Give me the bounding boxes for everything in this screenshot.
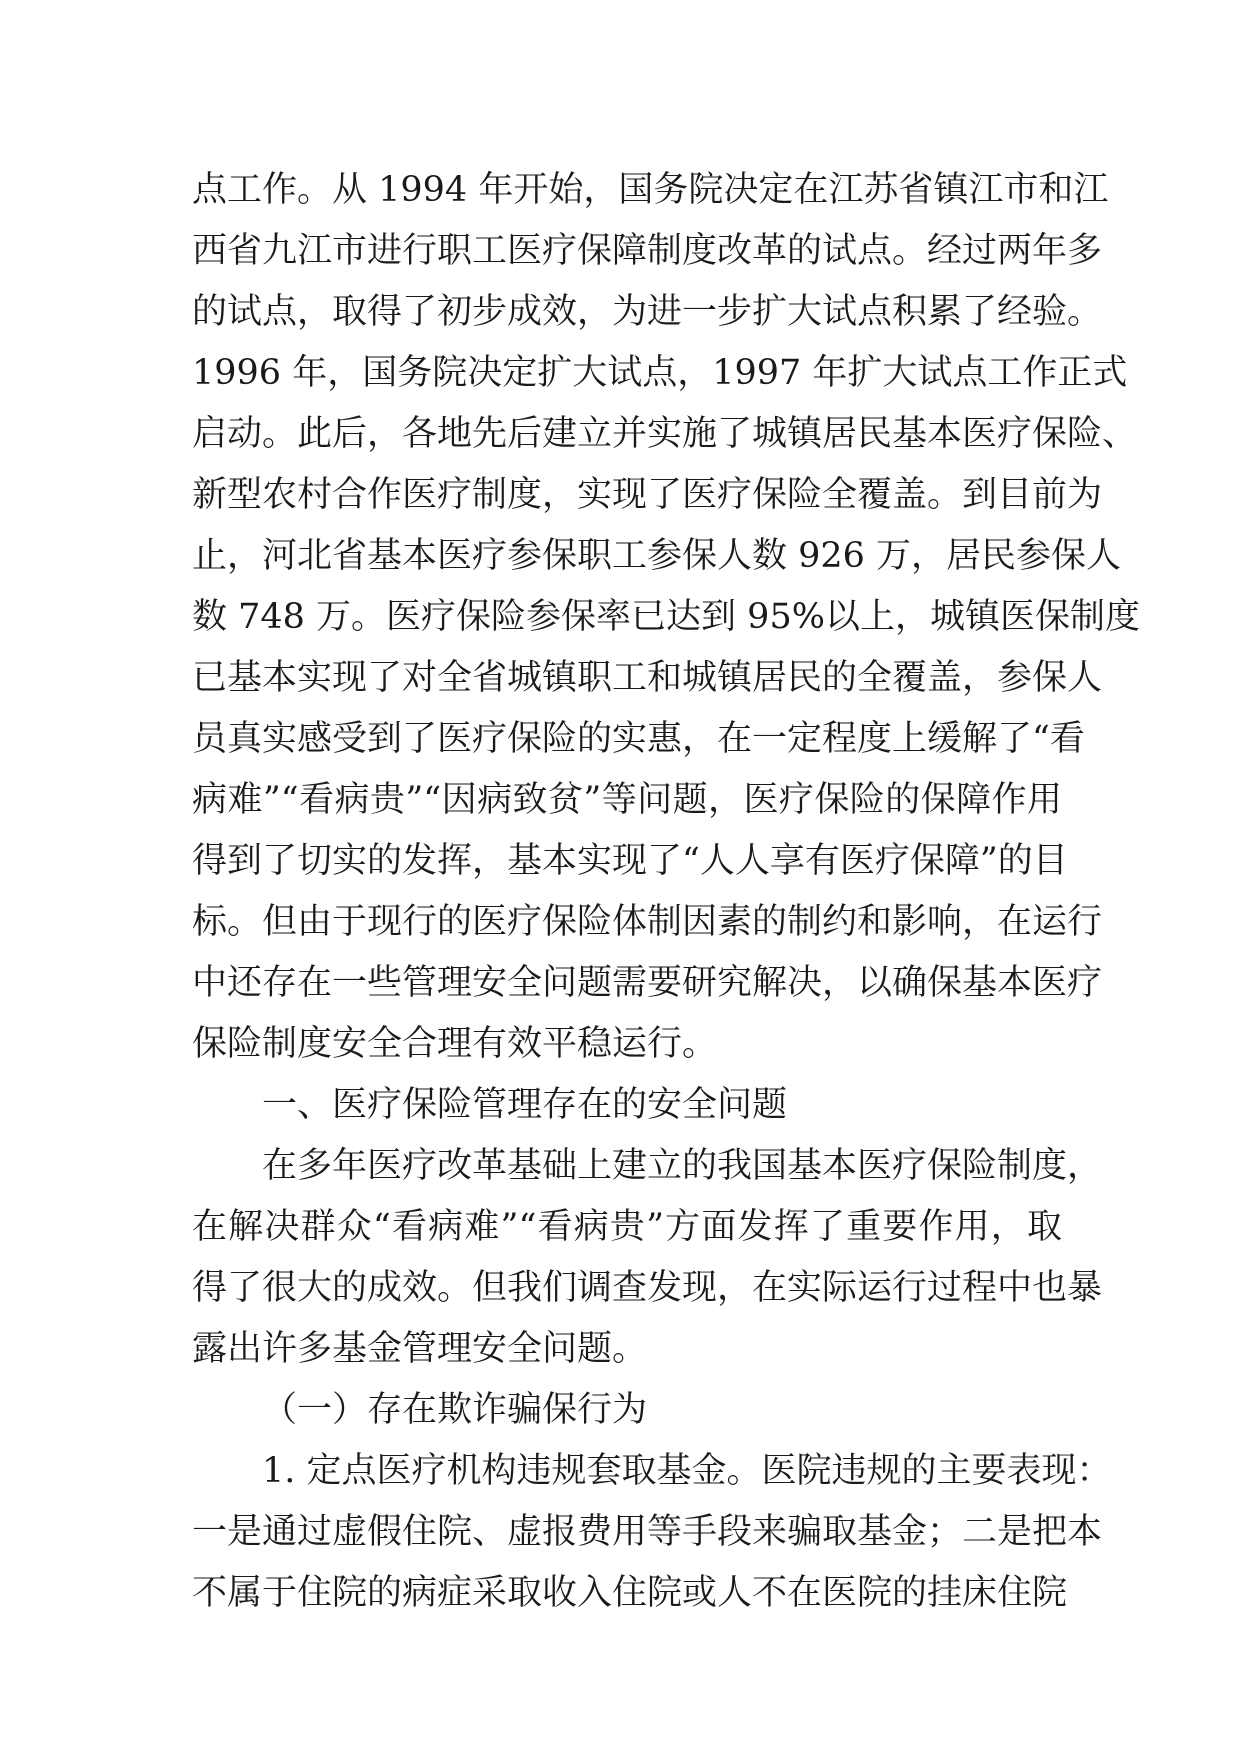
- text-line: 得到了切实的发挥，基本实现了“人人享有医疗保障”的目: [192, 841, 1068, 881]
- text-line: 止，河北省基本医疗参保职工参保人数 926 万，居民参保人: [192, 536, 1122, 576]
- text-line: 1996 年，国务院决定扩大试点，1997 年扩大试点工作正式: [192, 353, 1128, 393]
- text-line: 得了很大的成效。但我们调查发现，在实际运行过程中也暴: [192, 1268, 1103, 1308]
- text-line: 启动。此后，各地先后建立并实施了城镇居民基本医疗保险、: [192, 414, 1138, 454]
- text-line: 新型农村合作医疗制度，实现了医疗保险全覆盖。到目前为: [192, 475, 1103, 515]
- text-line: 数 748 万。医疗保险参保率已达到 95%以上，城镇医保制度: [192, 597, 1140, 637]
- text-line: 在解决群众“看病难”“看病贵”方面发挥了重要作用，取: [192, 1207, 1062, 1247]
- text-line: （一）存在欺诈骗保行为: [262, 1390, 648, 1430]
- text-line: 一、医疗保险管理存在的安全问题: [262, 1085, 788, 1125]
- text-line: 一是通过虚假住院、虚报费用等手段来骗取基金；二是把本: [192, 1512, 1103, 1552]
- text-line: 中还存在一些管理安全问题需要研究解决，以确保基本医疗: [192, 963, 1103, 1003]
- text-line: 1. 定点医疗机构违规套取基金。医院违规的主要表现：: [262, 1451, 1112, 1491]
- text-line: 点工作。从 1994 年开始，国务院决定在江苏省镇江市和江: [192, 170, 1109, 210]
- text-line: 保险制度安全合理有效平稳运行。: [192, 1024, 718, 1064]
- document-body: [192, 160, 1140, 1624]
- text-line: 不属于住院的病症采取收入住院或人不在医院的挂床住院: [192, 1573, 1068, 1613]
- text-line: 病难”“看病贵”“因病致贫”等问题，医疗保险的保障作用: [192, 780, 1062, 820]
- text-line: 露出许多基金管理安全问题。: [192, 1329, 648, 1369]
- text-line: 在多年医疗改革基础上建立的我国基本医疗保险制度，: [262, 1146, 1103, 1186]
- text-line: 已基本实现了对全省城镇职工和城镇居民的全覆盖，参保人: [192, 658, 1103, 698]
- text-line: 的试点，取得了初步成效，为进一步扩大试点积累了经验。: [192, 292, 1103, 332]
- text-line: 标。但由于现行的医疗保险体制因素的制约和影响，在运行: [192, 902, 1103, 942]
- text-line: 西省九江市进行职工医疗保障制度改革的试点。经过两年多: [192, 231, 1103, 271]
- text-line: 员真实感受到了医疗保险的实惠，在一定程度上缓解了“看: [192, 719, 1085, 759]
